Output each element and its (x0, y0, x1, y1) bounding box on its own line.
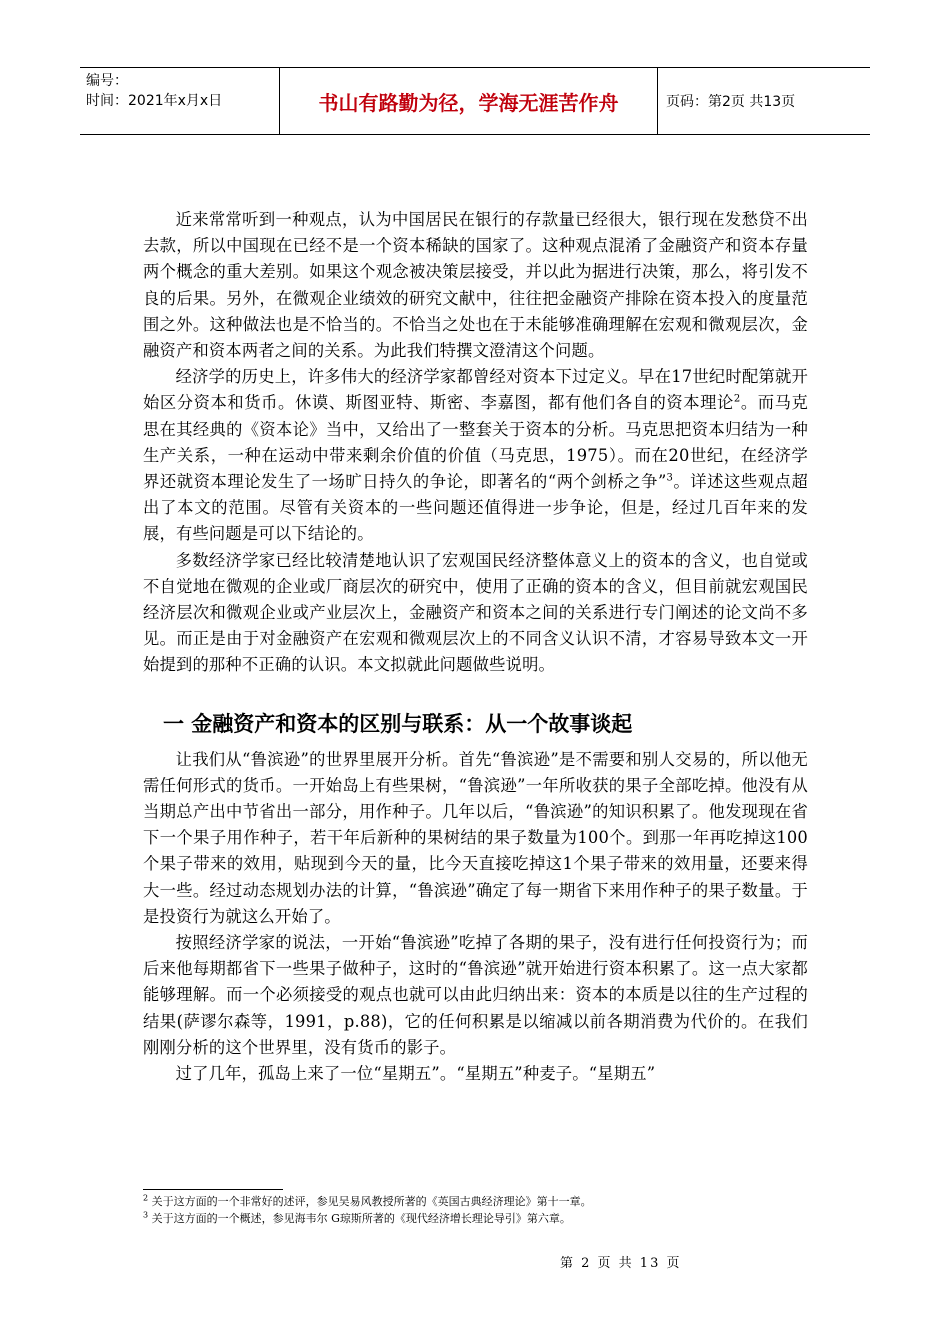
text-run: 经济学的历史上，许多伟大的经济学家都曾经对资本下过定义。早在17世纪时配第就开始区分资本和货币。休谟、斯图亚特、斯密、李嘉图，都有他们各自的资本理论 (143, 367, 808, 413)
footnote-divider (143, 1189, 283, 1190)
document-time: 时间：2021年x月x日 (86, 93, 223, 109)
document-body (143, 207, 808, 1087)
paragraph: 让我们从“鲁滨逊”的世界里展开分析。首先“鲁滨逊”是不需要和别人交易的，所以他无需任何形式的货币。一开始岛上有些果树，“鲁滨逊”一年所收获的果子全部吃掉。他没有从当期总产出中节省出一部分，用作种子。几年以后，“鲁滨逊”的知识积累了。他发现现在省下一个果子用作种子，若干年后新种的果树结的果子数量为100个。到那一年再吃掉这100个果子带来的效用，贴现到今天的量，比今天直接吃掉这1个果子带来的效用量，还要来得大一些。经过动态规划办法的计算，“鲁滨逊”确定了每一期省下来用作种子的果子数量。于是投资行为就这么开始了。 (143, 749, 808, 926)
footnote-text: 关于这方面的一个概述，参见海韦尔 G琼斯所著的《现代经济增长理论导引》第六章。 (151, 1212, 571, 1225)
text-run: 。而马克思在其经典的《资本论》当中，又给出了一整套关于资本的分析。马克思把资本归结为一种生产关系，一种在运动中带来剩余价值的价值（马克思，1975）。而在20世纪，在经济学界还就资本理论发生了一场旷日持久的争论，即著名的“两个剑桥之争” (143, 393, 808, 492)
paragraph (143, 364, 808, 547)
paragraph: 过了几年，孤岛上来了一位“星期五”。“星期五”种麦子。“星期五” (175, 1064, 656, 1084)
page-footer: 第 2 页 共 13 页 (560, 1256, 682, 1271)
footnote-ref: 3 (666, 472, 674, 484)
footnote (143, 1210, 843, 1227)
footnote-text: 关于这方面的一个非常好的述评，参见吴易风教授所著的《英国古典经济理论》第十一章。 (151, 1195, 592, 1208)
document-number: 编号： (86, 73, 128, 89)
paragraph: 近来常常听到一种观点，认为中国居民在银行的存款量已经很大，银行现在发愁贷不出去款，所以中国现在已经不是一个资本稀缺的国家了。这种观点混淆了金融资产和资本存量两个概念的重大差别。如果这个观念被决策层接受，并以此为据进行决策，那么，将引发不良的后果。另外，在微观企业绩效的研究文献中，往往把金融资产排除在资本投入的度量范围之外。这种做法也是不恰当的。不恰当之处也在于未能够准确理解在宏观和微观层次，金融资产和资本两者之间的关系。为此我们特撰文澄清这个问题。 (143, 210, 808, 361)
footnote-mark: 2 (143, 1193, 149, 1203)
text-run: 。详述这些观点超出了本文的范围。尽管有关资本的一些问题还值得进一步争论，但是，经过几百年来的发展，有些问题是可以下结论的。 (143, 472, 808, 544)
header-motto: 书山有路勤为径，学海无涯苦作舟 (280, 68, 658, 134)
header-page-number: 页码：第2页 共13页 (666, 94, 796, 110)
paragraph: 多数经济学家已经比较清楚地认识了宏观国民经济整体意义上的资本的含义，也自觉或不自觉地在微观的企业或厂商层次的研究中，使用了正确的资本的含义，但目前就宏观国民经济层次和微观企业或产业层次上，金融资产和资本之间的关系进行专门阐述的论文尚不多见。而正是由于对金融资产在宏观和微观层次上的不同含义认识不清，才容易导致本文一开始提到的那种不正确的认识。本文拟就此问题做些说明。 (143, 550, 808, 675)
paragraph: 按照经济学家的说法，一开始“鲁滨逊”吃掉了各期的果子，没有进行任何投资行为；而后来他每期都省下一些果子做种子，这时的“鲁滨逊”就开始进行资本积累了。这一点大家都能够理解。而一个必须接受的观点也就可以由此归纳出来：资本的本质是以往的生产过程的结果(萨谬尔森等，1991，p.88)，它的任何积累是以缩减以前各期消费为代价的。在我们刚刚分析的这个世界里，没有货币的影子。 (143, 933, 808, 1057)
page-header (80, 67, 870, 135)
footnotes (143, 1193, 843, 1227)
footnote-mark: 3 (143, 1210, 149, 1220)
footnote-ref: 2 (733, 394, 741, 405)
footnote (143, 1193, 843, 1210)
section-heading: 一 金融资产和资本的区别与联系：从一个故事谈起 (163, 711, 633, 736)
header-meta (80, 68, 280, 134)
